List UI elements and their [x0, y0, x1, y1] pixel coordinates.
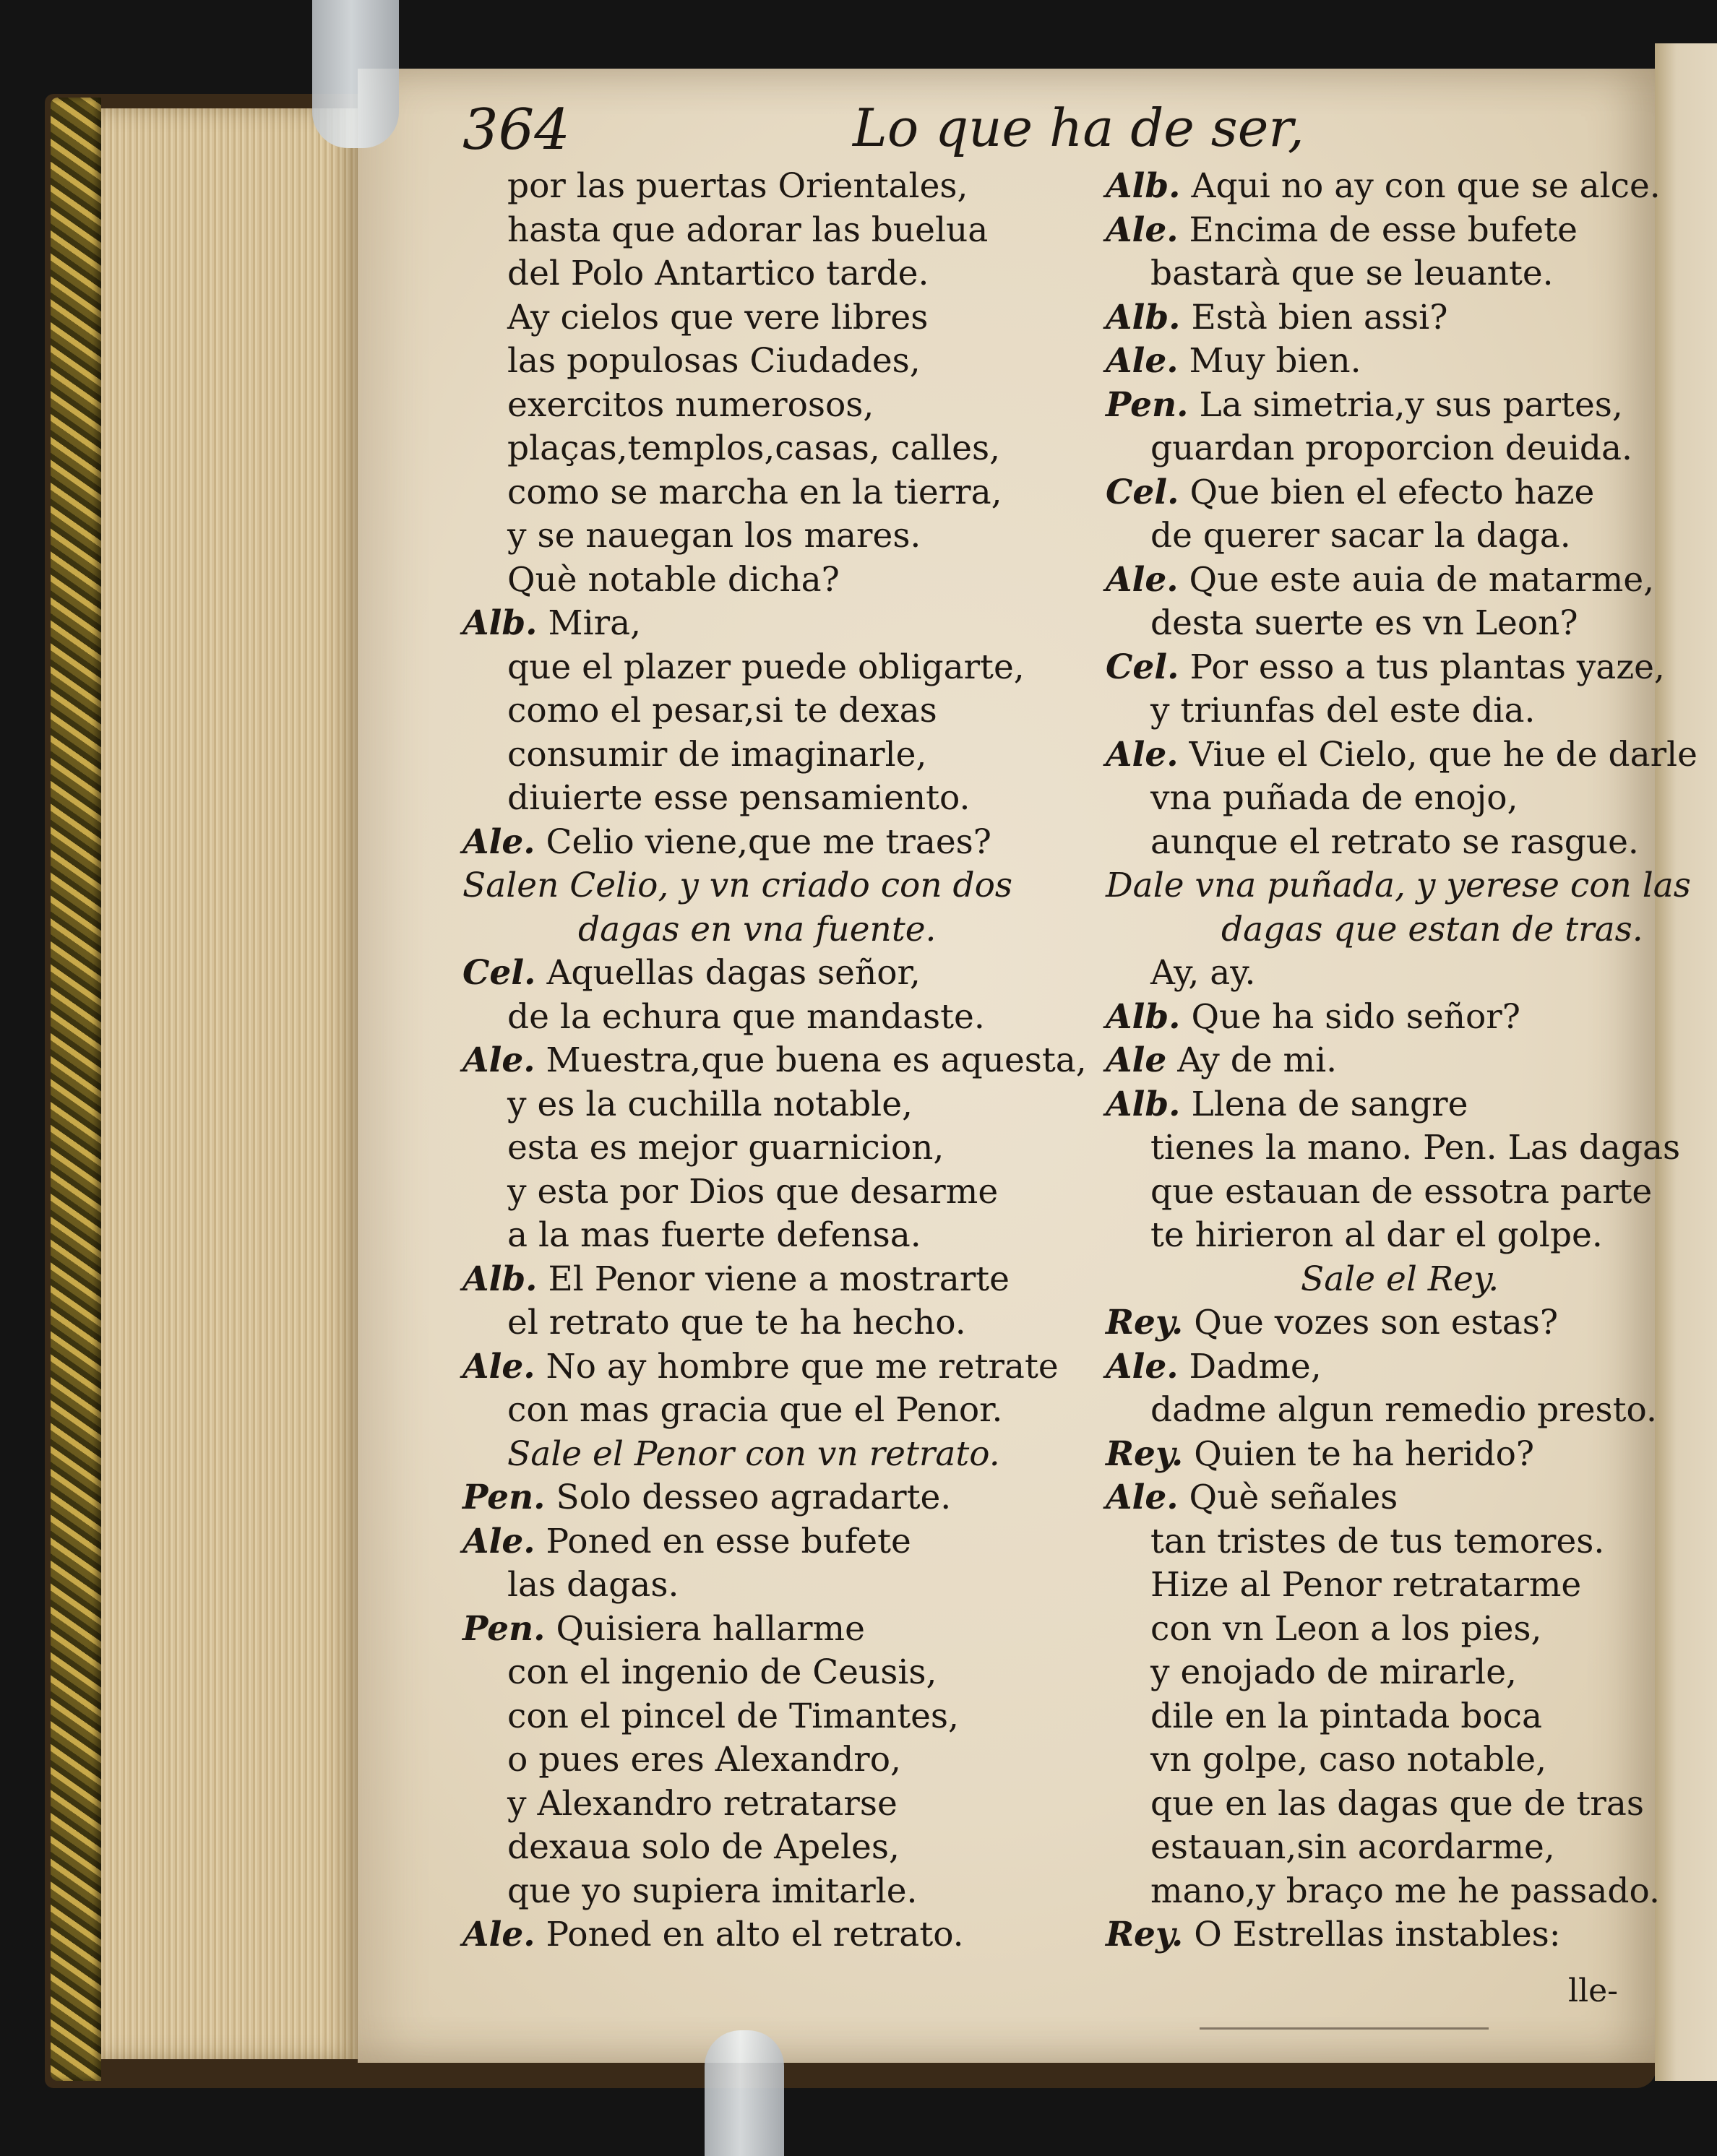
- verse-line: [1106, 1826, 1662, 1870]
- line-text: estauan,sin acordarme,: [1150, 1827, 1555, 1867]
- line-text: dagas que estan de tras.: [1221, 909, 1643, 949]
- verse-line: [462, 777, 1098, 821]
- page-block-edge: [101, 108, 361, 2059]
- line-text: Que bien el efecto haze: [1189, 472, 1595, 512]
- speaker-tag: Ale.: [1106, 210, 1179, 250]
- verse-line: [462, 1389, 1098, 1433]
- speaker-tag: Ale.: [1106, 559, 1179, 600]
- verse-line: [462, 252, 1098, 296]
- line-text: te hirieron al dar el golpe.: [1150, 1215, 1603, 1255]
- line-text: Dale vna puñada, y yerese con las: [1106, 866, 1691, 905]
- line-text: como el pesar,si te dexas: [507, 691, 937, 730]
- speaker-tag: Ale.: [462, 822, 535, 862]
- line-text: Que este auia de matarme,: [1189, 559, 1655, 600]
- line-text: con mas gracia que el Penor.: [507, 1390, 1003, 1430]
- speaker-tag: Alb.: [462, 603, 538, 643]
- verse-line: [1106, 514, 1662, 559]
- line-text: el retrato que te ha hecho.: [507, 1303, 966, 1342]
- speaker-tag: Ale.: [1106, 1346, 1179, 1387]
- verse-line: [1106, 340, 1662, 384]
- line-text: plaças,templos,casas, calles,: [507, 428, 1001, 468]
- line-text: Muy bien.: [1189, 341, 1361, 381]
- line-text: y enojado de mirarle,: [1150, 1652, 1517, 1692]
- verse-line: [462, 1258, 1098, 1302]
- line-text: tan tristes de tus temores.: [1150, 1521, 1605, 1561]
- line-text: a la mas fuerte defensa.: [507, 1215, 921, 1255]
- verse-line: [1106, 1476, 1662, 1520]
- line-text: La simetria,y sus partes,: [1199, 384, 1623, 425]
- verse-line: [462, 1913, 1098, 1957]
- verse-line: [1106, 296, 1662, 340]
- verse-line: [462, 1476, 1098, 1520]
- line-text: Què señales: [1189, 1478, 1398, 1517]
- verse-line: [462, 1608, 1098, 1652]
- verse-line: [462, 209, 1098, 253]
- verse-line: [462, 559, 1098, 603]
- line-text: Viue el Cielo, que he de darle: [1189, 734, 1697, 775]
- line-text: Poned en esse bufete: [546, 1521, 911, 1561]
- line-text: y se nauegan los mares.: [507, 516, 921, 556]
- line-text: Dadme,: [1189, 1346, 1322, 1387]
- verse-line: [1106, 1782, 1662, 1827]
- line-text: como se marcha en la tierra,: [507, 472, 1002, 512]
- verse-line: [1106, 1695, 1662, 1739]
- verse-line: [462, 952, 1098, 996]
- verse-line: [462, 296, 1098, 340]
- line-text: y esta por Dios que desarme: [507, 1171, 999, 1212]
- line-text: guardan proporcion deuida.: [1150, 428, 1632, 468]
- verse-line: [1106, 996, 1662, 1040]
- speaker-tag: Rey.: [1106, 1433, 1184, 1474]
- line-text: y es la cuchilla notable,: [507, 1084, 913, 1124]
- line-text: del Polo Antartico tarde.: [507, 254, 929, 293]
- line-text: Celio viene,que me traes?: [546, 822, 991, 862]
- page-header: [462, 98, 1662, 163]
- verse-line: [1106, 689, 1662, 733]
- speaker-tag: Alb.: [1106, 1084, 1181, 1124]
- speaker-tag: Cel.: [1106, 472, 1179, 512]
- line-text: o pues eres Alexandro,: [507, 1740, 901, 1780]
- verse-line: [1106, 209, 1662, 253]
- verse-line: [1106, 1913, 1662, 1957]
- verse-line: [462, 471, 1098, 515]
- verse-line: [462, 1695, 1098, 1739]
- line-text: Què notable dicha?: [507, 559, 840, 600]
- verse-line: [462, 864, 1098, 908]
- text-column-right: [1106, 165, 1697, 1957]
- line-text: dadme algun remedio presto.: [1150, 1390, 1657, 1430]
- verse-line: [1106, 1345, 1662, 1389]
- verse-line: [1106, 1389, 1662, 1433]
- line-text: por las puertas Orientales,: [507, 166, 968, 206]
- line-text: consumir de imaginarle,: [507, 734, 927, 775]
- line-text: Encima de esse bufete: [1189, 210, 1578, 250]
- verse-line: [1106, 252, 1662, 296]
- verse-line: [462, 340, 1098, 384]
- line-text: aunque el retrato se rasgue.: [1150, 822, 1639, 862]
- catchword: lle-: [1568, 1972, 1619, 2009]
- line-text: tienes la mano. Pen. Las dagas: [1150, 1128, 1681, 1168]
- verse-line: [1106, 471, 1662, 515]
- verse-line: [1106, 1301, 1662, 1345]
- line-text: mano,y braço me he passado.: [1150, 1871, 1660, 1911]
- verse-line: [462, 1564, 1098, 1608]
- page-clip-bottom: [705, 2030, 784, 2156]
- speaker-tag: Ale.: [1106, 1478, 1179, 1517]
- verse-line: [1106, 952, 1662, 996]
- verse-line: [462, 821, 1098, 865]
- verse-line: [462, 1738, 1098, 1782]
- verse-line: [462, 602, 1098, 646]
- verse-line: [462, 427, 1098, 471]
- line-text: de querer sacar la daga.: [1150, 516, 1571, 556]
- verse-line: [1106, 864, 1691, 908]
- page-number: 364: [462, 98, 570, 163]
- line-text: que en las dagas que de tras: [1150, 1783, 1644, 1824]
- line-text: Muestra,que buena es aquesta,: [546, 1040, 1087, 1080]
- line-text: y Alexandro retratarse: [507, 1783, 898, 1824]
- verse-line: [462, 1826, 1098, 1870]
- verse-line: [462, 1126, 1098, 1170]
- verse-line: [462, 165, 1098, 209]
- line-text: O Estrellas instables:: [1194, 1915, 1561, 1954]
- line-text: que yo supiera imitarle.: [507, 1871, 918, 1911]
- verse-line: [462, 1651, 1098, 1695]
- speaker-tag: Ale: [1106, 1040, 1167, 1080]
- line-text: Salen Celio, y vn criado con dos: [462, 866, 1013, 905]
- line-text: que estauan de essotra parte: [1150, 1171, 1653, 1212]
- verse-line: [462, 514, 1098, 559]
- verse-line: [1106, 427, 1662, 471]
- speaker-tag: Ale.: [462, 1915, 535, 1954]
- speaker-tag: Rey.: [1106, 1915, 1184, 1954]
- verse-line: [462, 1520, 1098, 1564]
- line-text: con vn Leon a los pies,: [1150, 1608, 1542, 1649]
- speaker-tag: Ale.: [1106, 734, 1179, 775]
- speaker-tag: Pen.: [1106, 384, 1189, 425]
- line-text: esta es mejor guarnicion,: [507, 1128, 944, 1168]
- page-clip-top: [312, 0, 399, 148]
- verse-line: [1106, 1520, 1662, 1564]
- line-text: dexaua solo de Apeles,: [507, 1827, 900, 1867]
- line-text: exercitos numerosos,: [507, 384, 874, 425]
- speaker-tag: Cel.: [462, 953, 536, 993]
- line-text: diuierte esse pensamiento.: [507, 778, 971, 818]
- speaker-tag: Pen.: [462, 1608, 546, 1649]
- verse-line: [1106, 1564, 1662, 1608]
- line-text: Ay cielos que vere libres: [507, 297, 929, 337]
- line-text: vna puñada de enojo,: [1150, 778, 1518, 818]
- bottom-rule: [1200, 2027, 1489, 2030]
- line-text: Que ha sido señor?: [1191, 996, 1520, 1037]
- verse-line: [1106, 1870, 1662, 1914]
- line-text: Quien te ha herido?: [1194, 1433, 1535, 1474]
- verse-line: [462, 1214, 1098, 1258]
- verse-line: [462, 1433, 1098, 1477]
- line-text: Solo desseo agradarte.: [556, 1478, 952, 1517]
- line-text: Ay, ay.: [1150, 953, 1256, 993]
- line-text: dile en la pintada boca: [1150, 1696, 1542, 1736]
- verse-line: [1106, 1126, 1681, 1170]
- verse-line: [1106, 1433, 1662, 1477]
- line-text: Por esso a tus plantas yaze,: [1189, 647, 1665, 687]
- verse-line: [462, 1170, 1098, 1215]
- verse-line: [462, 996, 1098, 1040]
- verse-line: [462, 689, 1098, 733]
- verse-line: [462, 1870, 1098, 1914]
- line-text: y triunfas del este dia.: [1150, 691, 1536, 730]
- verse-line: [1106, 646, 1665, 690]
- verse-line: [1106, 602, 1662, 646]
- verse-line: [1106, 1651, 1662, 1695]
- speaker-tag: Alb.: [1106, 996, 1181, 1037]
- verse-line: [462, 908, 1098, 952]
- line-text: con el pincel de Timantes,: [507, 1696, 959, 1736]
- facing-page-edge: [1655, 43, 1717, 2081]
- speaker-tag: Ale.: [462, 1040, 535, 1080]
- line-text: Sale el Penor con vn retrato.: [507, 1433, 1000, 1474]
- running-title: Lo que ha de ser,: [853, 98, 1304, 158]
- verse-line: [1106, 165, 1662, 209]
- line-text: las populosas Ciudades,: [507, 341, 921, 381]
- verse-line: [462, 1083, 1098, 1127]
- speaker-tag: Alb.: [1106, 297, 1181, 337]
- line-text: con el ingenio de Ceusis,: [507, 1652, 937, 1692]
- line-text: bastarà que se leuante.: [1150, 254, 1554, 293]
- line-text: Poned en alto el retrato.: [546, 1915, 964, 1954]
- verse-line: [1106, 1608, 1662, 1652]
- line-text: vn golpe, caso notable,: [1150, 1740, 1547, 1780]
- verse-line: [1106, 384, 1662, 428]
- verse-line: [462, 1301, 1098, 1345]
- line-text: las dagas.: [507, 1565, 679, 1605]
- line-text: de la echura que mandaste.: [507, 996, 985, 1037]
- verse-line: [1106, 733, 1697, 777]
- speaker-tag: Alb.: [462, 1259, 538, 1299]
- speaker-tag: Ale.: [462, 1521, 535, 1561]
- line-text: hasta que adorar las buelua: [507, 210, 989, 250]
- line-text: Que vozes son estas?: [1194, 1303, 1559, 1342]
- verse-line: [462, 733, 1098, 777]
- verse-line: [1106, 1214, 1662, 1258]
- verse-line: [462, 646, 1098, 690]
- speaker-tag: Ale.: [462, 1346, 535, 1387]
- verse-line: [1106, 559, 1662, 603]
- verse-line: [1106, 1738, 1662, 1782]
- verse-line: [1106, 821, 1662, 865]
- verse-line: [462, 1782, 1098, 1827]
- line-text: Mira,: [548, 603, 642, 643]
- gilt-spine-edge: [51, 98, 101, 2081]
- line-text: Llena de sangre: [1191, 1084, 1468, 1124]
- line-text: Sale el Rey.: [1301, 1259, 1499, 1299]
- verse-line: [462, 1345, 1098, 1389]
- line-text: Aquellas dagas señor,: [546, 953, 921, 993]
- line-text: dagas en vna fuente.: [578, 909, 937, 949]
- speaker-tag: Cel.: [1106, 647, 1179, 687]
- line-text: No ay hombre que me retrate: [546, 1346, 1059, 1387]
- line-text: Aqui no ay con que se alce.: [1191, 166, 1661, 206]
- verse-line: [1106, 1258, 1662, 1302]
- speaker-tag: Alb.: [1106, 166, 1181, 206]
- speaker-tag: Ale.: [1106, 341, 1179, 381]
- line-text: El Penor viene a mostrarte: [548, 1259, 1010, 1299]
- verse-line: [1106, 908, 1662, 952]
- verse-line: [1106, 777, 1662, 821]
- line-text: Quisiera hallarme: [556, 1608, 865, 1649]
- verse-line: [1106, 1083, 1662, 1127]
- speaker-tag: Pen.: [462, 1478, 546, 1517]
- speaker-tag: Rey.: [1106, 1303, 1184, 1342]
- verse-line: [462, 384, 1098, 428]
- verse-line: [1106, 1039, 1662, 1083]
- line-text: que el plazer puede obligarte,: [507, 647, 1025, 687]
- line-text: desta suerte es vn Leon?: [1150, 603, 1578, 643]
- line-text: Hize al Penor retratarme: [1150, 1565, 1582, 1605]
- text-column-left: [462, 165, 1098, 1957]
- verse-line: [1106, 1170, 1662, 1215]
- line-text: Està bien assi?: [1191, 297, 1448, 337]
- line-text: Ay de mi.: [1177, 1040, 1338, 1080]
- verse-line: [462, 1039, 1098, 1083]
